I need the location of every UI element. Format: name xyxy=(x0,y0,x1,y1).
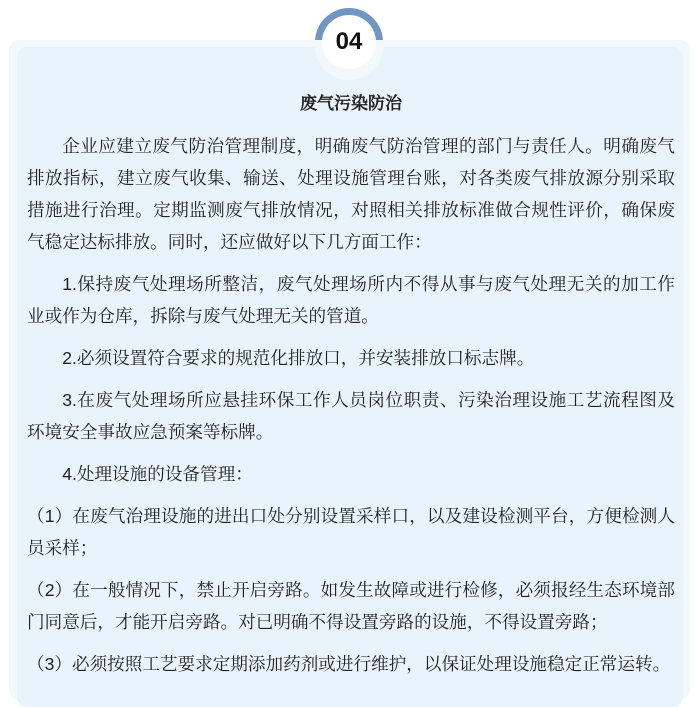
section-title: 废气污染防治 xyxy=(300,94,402,113)
paragraph-item-1: 1.保持废气处理场所整洁，废气处理场所内不得从事与废气处理无关的加工作业或作为仓库，拆除与废气处理无关的管道。 xyxy=(27,274,675,326)
paragraph-item-2: 2.必须设置符合要求的规范化排放口，并安装排放口标志牌。 xyxy=(62,348,535,368)
paragraph-intro: 企业应建立废气防治管理制度，明确废气防治管理的部门与责任人。明确废气排放指标，建立废气收集、输送、处理设施管理台账，对各类废气排放源分别采取措施进行治理。定期监测废气排放情况，对照相关排放标准做合规性评价，确保废气稳定达标排放。同时，还应做好以下几方面工作： xyxy=(27,136,675,252)
section-number-badge xyxy=(315,8,383,76)
paragraph-item-4: 4.处理设施的设备管理： xyxy=(62,464,253,484)
paragraph-sub-1: （1）在废气治理设施的进出口处分别设置采样口，以及建设检测平台，方便检测人员采样； xyxy=(27,506,675,558)
article-content xyxy=(27,88,675,690)
paragraph-item-3: 3.在废气处理场所应悬挂环保工作人员岗位职责、污染治理设施工艺流程图及环境安全事故应急预案等标牌。 xyxy=(27,390,675,442)
paragraph-sub-2: （2）在一般情况下，禁止开启旁路。如发生故障或进行检修，必须报经生态环境部门同意后，才能开启旁路。对已明确不得设置旁路的设施，不得设置旁路； xyxy=(27,580,675,632)
paragraph-sub-3: （3）必须按照工艺要求定期添加药剂或进行维护，以保证处理设施稳定正常运转。 xyxy=(27,654,671,674)
section-number: 04 xyxy=(322,15,376,69)
